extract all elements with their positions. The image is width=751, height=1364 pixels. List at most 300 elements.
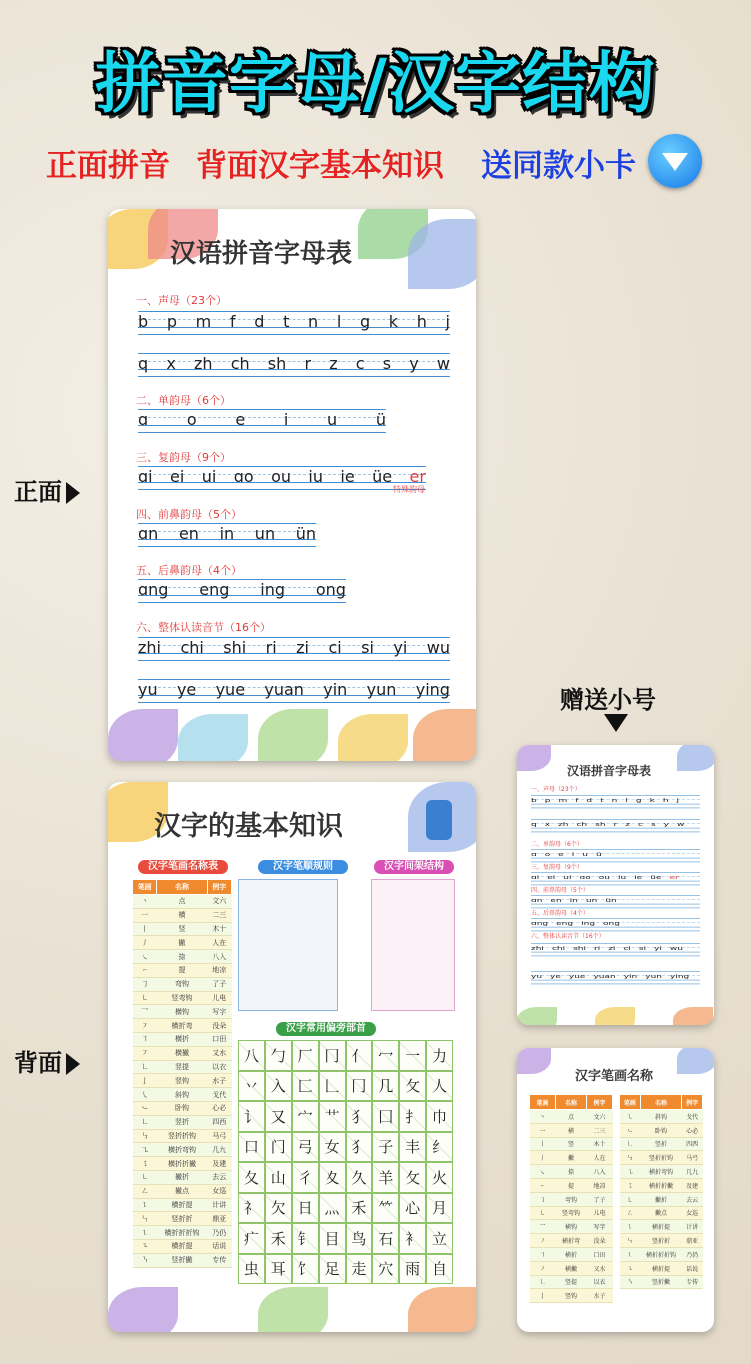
table-row [133,1101,232,1115]
table-cell: 弯钩 [157,977,207,991]
radical-cell: 冖 [372,1040,399,1071]
radical-cell: 欠 [265,1193,292,1224]
table-cell: 丶 [133,895,157,909]
radical-cell: 禾 [265,1223,292,1254]
back-label: 背面 [14,1043,80,1078]
pinyin-syllable: ün [605,898,617,904]
section-heading: 三、复韵母（9个） [531,864,583,871]
pinyin-syllable: ye [176,680,197,699]
table-cell: 撇点 [640,1206,681,1220]
radical-cell: 丰 [399,1132,426,1163]
table-row [133,1060,232,1074]
table-cell: 又水 [587,1261,613,1275]
radical-cell: 耳 [265,1254,292,1285]
table-cell: 横 [555,1123,586,1137]
table-cell: 戈代 [207,1088,231,1102]
table-cell: 水子 [587,1289,613,1303]
pinyin-syllable: w [436,354,450,373]
radical-cell: 囗 [372,1101,399,1132]
mini-pinyin-card [517,745,714,1025]
radical-cell: 人 [426,1071,453,1102]
radical-cell: 灬 [319,1193,346,1224]
radical-cell: 立 [426,1223,453,1254]
table-cell: ㇌ [620,1178,641,1192]
pinyin-syllable: üe [372,467,393,486]
special-final-note: 特殊韵母 [393,485,425,494]
table-cell: 一 [530,1123,556,1137]
table-cell: 二三 [587,1123,613,1137]
table-cell: 提 [555,1178,586,1192]
radical-cell: 日 [292,1193,319,1224]
pinyin-syllable: z [329,354,338,373]
table-row [530,1289,613,1303]
pinyin-syllable: yi [654,946,662,952]
pinyin-syllable: l [625,798,628,804]
pinyin-syllable: ong [315,580,346,599]
table-cell: 丨 [133,922,157,936]
table-cell: 丿 [133,936,157,950]
table-row [530,1275,613,1289]
pinyin-syllable: d [586,798,593,804]
table-cell: 文六 [587,1110,613,1124]
mini-stroke-title: 汉字笔画名称 [575,1069,654,1084]
table-cell: 横折提 [640,1261,681,1275]
table-cell: 一 [133,908,157,922]
pinyin-syllable: si [638,946,647,952]
pinyin-syllable: yue [215,680,246,699]
table-cell: 横钩 [157,1005,207,1019]
table-cell: 人在 [207,936,231,950]
radical-cell: 夂 [238,1162,265,1193]
table-row [620,1151,703,1165]
pinyin-syllable: iu [308,467,324,486]
table-cell: 竖提 [157,1060,207,1074]
table-cell: ㇃ [620,1123,641,1137]
pinyin-syllable: ui [201,467,217,486]
table-cell: 竖折折 [157,1212,207,1226]
pinyin-syllable: zi [296,638,309,657]
table-cell: 鼎亚 [682,1234,703,1248]
table-cell: 横折折折钩 [640,1247,681,1261]
table-row [620,1192,703,1206]
pinyin-syllable: ye [550,974,561,980]
table-header: 笔画 [530,1095,556,1110]
pinyin-syllable: ying [415,680,450,699]
table-cell: ㇕ [530,1247,556,1261]
table-cell: 弯钩 [555,1192,586,1206]
table-header: 例字 [587,1095,613,1110]
pinyin-syllable: ün [295,524,316,543]
pinyin-syllable: ong [603,921,620,927]
table-cell: ㇄ [133,991,157,1005]
pinyin-syllable: chi [551,946,566,952]
pinyin-syllable: en [550,898,562,904]
table-cell: 横 [157,908,207,922]
pinyin-chart-title: 汉语拼音字母表 [170,239,353,269]
table-cell: ㇈ [620,1165,641,1179]
table-row [133,1046,232,1060]
table-row [620,1206,703,1220]
pinyin-syllable: zhi [531,946,544,952]
pinyin-syllable: ɑ [531,852,537,858]
table-cell: ㇂ [620,1110,641,1124]
section-heading: 二、单韵母（6个） [531,841,583,848]
table-cell: 鼎亚 [207,1212,231,1226]
table-cell: 竖提 [555,1275,586,1289]
pinyin-syllable: ie [340,467,355,486]
table-cell: 横折 [157,1032,207,1046]
table-cell: 四西 [682,1137,703,1151]
table-cell: ㇀ [530,1178,556,1192]
table-cell: 竖钩 [555,1289,586,1303]
mini-stroke-table-right [619,1094,703,1289]
radical-cell: 彳 [292,1162,319,1193]
pinyin-syllable: k [388,312,399,331]
radical-cell: 厂 [292,1040,319,1071]
right-arrow-icon [66,482,80,504]
table-cell: 又水 [207,1046,231,1060]
table-cell: ㇗ [530,1275,556,1289]
pinyin-syllable: zh [193,354,213,373]
leaf-decoration [108,1287,178,1332]
table-cell: 亅 [133,1074,157,1088]
pinyin-syllable: y [409,354,419,373]
table-row [620,1275,703,1289]
gift-label: 赠送小号 [560,686,656,714]
pinyin-syllable: ɑng [138,580,169,599]
table-row [133,1170,232,1184]
table-cell: 横折弯 [157,1019,207,1033]
pinyin-syllable: w [676,822,685,828]
table-row [133,963,232,977]
pinyin-syllable: ri [265,638,277,657]
table-row [530,1192,613,1206]
table-cell: ㇎ [620,1275,641,1289]
table-cell: 亅 [530,1289,556,1303]
pinyin-syllable: eng [556,921,574,927]
table-cell: ㇆ [133,977,157,991]
pinyin-syllable: si [361,638,374,657]
pinyin-syllable: m [558,798,568,804]
pinyin-syllable: in [219,524,235,543]
table-cell: 竖钩 [157,1074,207,1088]
pinyin-syllable: r [304,354,312,373]
pinyin-syllable: ou [598,875,610,881]
radical-cell: 疒 [238,1223,265,1254]
pinyin-syllable: z [625,822,630,828]
table-cell: ㇆ [530,1192,556,1206]
knowledge-title: 汉字的基本知识 [154,811,343,842]
table-cell: ㇌ [133,1157,157,1171]
pinyin-syllable: s [650,822,656,828]
table-row [620,1220,703,1234]
table-row [133,1019,232,1033]
table-cell: 四西 [207,1115,231,1129]
table-row [530,1178,613,1192]
pencil-mascot-icon [426,800,452,840]
table-header: 名称 [555,1095,586,1110]
table-header: 例字 [207,880,231,895]
subtitle-back: 背面汉字基本知识 [196,148,444,184]
table-cell: ㇏ [530,1165,556,1179]
pinyin-syllable: ɑo [579,875,591,881]
table-row [133,1239,232,1253]
table-row [530,1234,613,1248]
pinyin-syllable: ɑng [531,921,549,927]
pinyin-syllable: c [355,354,365,373]
section-heading: 五、后鼻韵母（4个） [136,564,242,577]
pinyin-syllable: ɑn [138,524,159,543]
table-row [133,1115,232,1129]
table-cell: 横折提 [640,1220,681,1234]
table-cell: 马弓 [682,1151,703,1165]
table-cell: 竖折 [640,1137,681,1151]
pinyin-syllable: zhi [138,638,161,657]
table-cell: 八入 [207,950,231,964]
pinyin-syllable: g [635,798,642,804]
pinyin-syllable: o [544,852,551,858]
leaf-decoration [413,709,476,761]
leaf-decoration [408,219,476,289]
subtitle-front: 正面拼音 [46,148,170,184]
table-cell: 及建 [682,1178,703,1192]
table-cell: ㇅ [620,1247,641,1261]
pinyin-syllable: j [676,798,680,804]
table-row [530,1151,613,1165]
table-row [133,1032,232,1046]
table-cell: 横钩 [555,1220,586,1234]
table-cell: 地凉 [207,963,231,977]
radical-cell: 自 [426,1254,453,1285]
radical-cell: 口 [238,1132,265,1163]
table-cell: ㇉ [133,1129,157,1143]
radical-cell: 月 [426,1193,453,1224]
table-cell: 竖折撇 [640,1275,681,1289]
table-cell: 点 [157,895,207,909]
table-cell: 女巡 [207,1184,231,1198]
table-cell: ㇄ [133,1170,157,1184]
table-cell: ㇞ [620,1234,641,1248]
leaf-decoration [673,1007,713,1025]
section-heading: 一、声母（23个） [136,294,227,307]
subtitle-gift: 送同款小卡 [481,148,636,184]
radical-cell: 八 [238,1040,265,1071]
table-cell: 丿 [530,1151,556,1165]
pinyin-syllable: u [582,852,589,858]
leaf-decoration [108,709,178,761]
table-row [620,1247,703,1261]
pinyin-syllable: s [382,354,392,373]
table-cell: 横折弯钩 [640,1165,681,1179]
pinyin-syllable: ɑ [138,410,149,429]
table-cell: 撇 [555,1151,586,1165]
section-heading: 六、整体认读音节（16个） [136,621,271,634]
table-cell: ㇄ [530,1206,556,1220]
table-cell: ㇄ [620,1192,641,1206]
stroke-order-rules-table [238,879,338,1011]
table-cell: 捺 [157,950,207,964]
pinyin-syllable: t [600,798,604,804]
table-cell: 乛 [530,1220,556,1234]
table-cell: 横折提 [157,1198,207,1212]
radical-cell: 山 [265,1162,292,1193]
table-row [530,1261,613,1275]
table-cell: ㇏ [133,950,157,964]
table-cell: 横折弯 [555,1234,586,1248]
table-cell: 儿电 [207,991,231,1005]
pinyin-syllable: yin [623,974,638,980]
table-row [530,1110,613,1124]
radical-cell: 礻 [238,1193,265,1224]
chinese-knowledge-card [108,782,476,1332]
pinyin-syllable: ing [260,580,286,599]
table-cell: ㇅ [133,1226,157,1240]
table-cell: 丨 [530,1137,556,1151]
table-row [133,1129,232,1143]
pinyin-syllable: y [663,822,669,828]
table-cell: 横折弯钩 [157,1143,207,1157]
pinyin-syllable: u [327,410,338,429]
radical-cell: 久 [346,1162,373,1193]
pinyin-syllable: iu [617,875,627,881]
table-row [530,1220,613,1234]
table-cell: 话说 [207,1239,231,1253]
pinyin-syllable: yun [645,974,662,980]
table-cell: 竖折 [157,1115,207,1129]
radical-cell: 又 [265,1101,292,1132]
table-cell: 竖弯钩 [555,1206,586,1220]
table-cell: 乃仍 [682,1247,703,1261]
table-cell: 八入 [587,1165,613,1179]
table-row [530,1165,613,1179]
pinyin-syllable: chi [180,638,204,657]
table-row [530,1137,613,1151]
pinyin-syllable: ui [563,875,572,881]
pinyin-syllable: i [571,852,575,858]
pinyin-syllable: p [166,312,177,331]
table-cell: 心必 [207,1101,231,1115]
pinyin-syllable: yuan [264,680,304,699]
radical-cell: 几 [372,1071,399,1102]
pinyin-chart-card [108,209,476,761]
table-cell: 木十 [587,1137,613,1151]
radical-cell: 走 [346,1254,373,1285]
table-cell: 乛 [133,1005,157,1019]
table-header: 名称 [157,880,207,895]
table-cell: 木十 [207,922,231,936]
section-heading: 四、前鼻韵母（5个） [531,887,589,894]
pinyin-syllable: shi [573,946,586,952]
radical-cell: 一 [399,1040,426,1071]
pinyin-syllable: i [283,410,289,429]
pinyin-syllable: l [336,312,342,331]
pinyin-syllable: t [283,312,290,331]
radical-cell: 𠃊 [319,1071,346,1102]
section-heading: 六、整体认读音节（16个） [531,933,605,940]
leaf-decoration [677,1048,714,1074]
table-cell: 计讲 [207,1198,231,1212]
mini-stroke-table-left [529,1094,613,1303]
radical-cell: 勹 [265,1040,292,1071]
section-heading: 二、单韵母（6个） [136,394,231,407]
down-arrow-icon [604,714,628,732]
pinyin-syllable: zi [608,946,616,952]
radical-cell: 纟 [426,1132,453,1163]
leaf-decoration [408,1287,476,1332]
pinyin-syllable: yuan [593,974,616,980]
table-row [133,991,232,1005]
scroll-down-button[interactable] [648,134,702,188]
pinyin-syllable: k [649,798,655,804]
table-cell: ㇗ [133,1115,157,1129]
leaf-decoration [178,714,248,761]
radical-cell: 犭 [346,1101,373,1132]
table-cell: ㇜ [620,1206,641,1220]
table-cell: ㇎ [133,1253,157,1267]
pinyin-syllable: f [229,312,236,331]
table-cell: ㇂ [133,1088,157,1102]
table-cell: 竖折折 [640,1234,681,1248]
table-cell: 横折折折钩 [157,1226,207,1240]
front-label: 正面 [14,472,80,507]
table-cell: 戈代 [682,1110,703,1124]
pinyin-syllable: d [254,312,265,331]
table-cell: 以衣 [587,1275,613,1289]
pinyin-syllable: wu [669,946,683,952]
table-row [133,1074,232,1088]
pinyin-syllable: ie [634,875,643,881]
pinyin-syllable: zh [558,822,569,828]
table-cell: 口田 [587,1247,613,1261]
section-heading: 三、复韵母（9个） [136,451,231,464]
pinyin-syllable: ü [375,410,386,429]
table-header: 笔画 [620,1095,641,1110]
radical-cell: 禾 [346,1193,373,1224]
table-row [620,1178,703,1192]
table-cell: 写字 [207,1005,231,1019]
table-cell: 横折折撇 [640,1178,681,1192]
pinyin-syllable: un [254,524,276,543]
table-cell: 心必 [682,1123,703,1137]
pinyin-syllable: ri [594,946,601,952]
radical-cell: 夊 [319,1162,346,1193]
radical-cell: 雨 [399,1254,426,1285]
table-row [133,1212,232,1226]
leaf-decoration [517,1007,557,1025]
pinyin-syllable: yin [323,680,348,699]
pinyin-syllable: h [662,798,669,804]
panel-heading: 汉字常用偏旁部首 [276,1022,376,1036]
panel-heading: 汉字笔画名称表 [138,860,228,874]
pinyin-syllable: shi [223,638,247,657]
table-cell: ㇞ [133,1212,157,1226]
right-arrow-icon [66,1053,80,1075]
pinyin-syllable: n [611,798,618,804]
table-cell: 儿电 [587,1206,613,1220]
table-cell: 横折提 [157,1239,207,1253]
table-row [620,1110,703,1124]
table-cell: 去云 [682,1192,703,1206]
radical-cell: 扌 [399,1101,426,1132]
radical-cell: 火 [426,1162,453,1193]
radical-cell: 子 [372,1132,399,1163]
radical-cell: 冂 [319,1040,346,1071]
radical-cell: 讠 [238,1101,265,1132]
table-cell: ㇍ [620,1261,641,1275]
table-cell: 文六 [207,895,231,909]
table-row [133,922,232,936]
radical-cell: 饣 [292,1254,319,1285]
